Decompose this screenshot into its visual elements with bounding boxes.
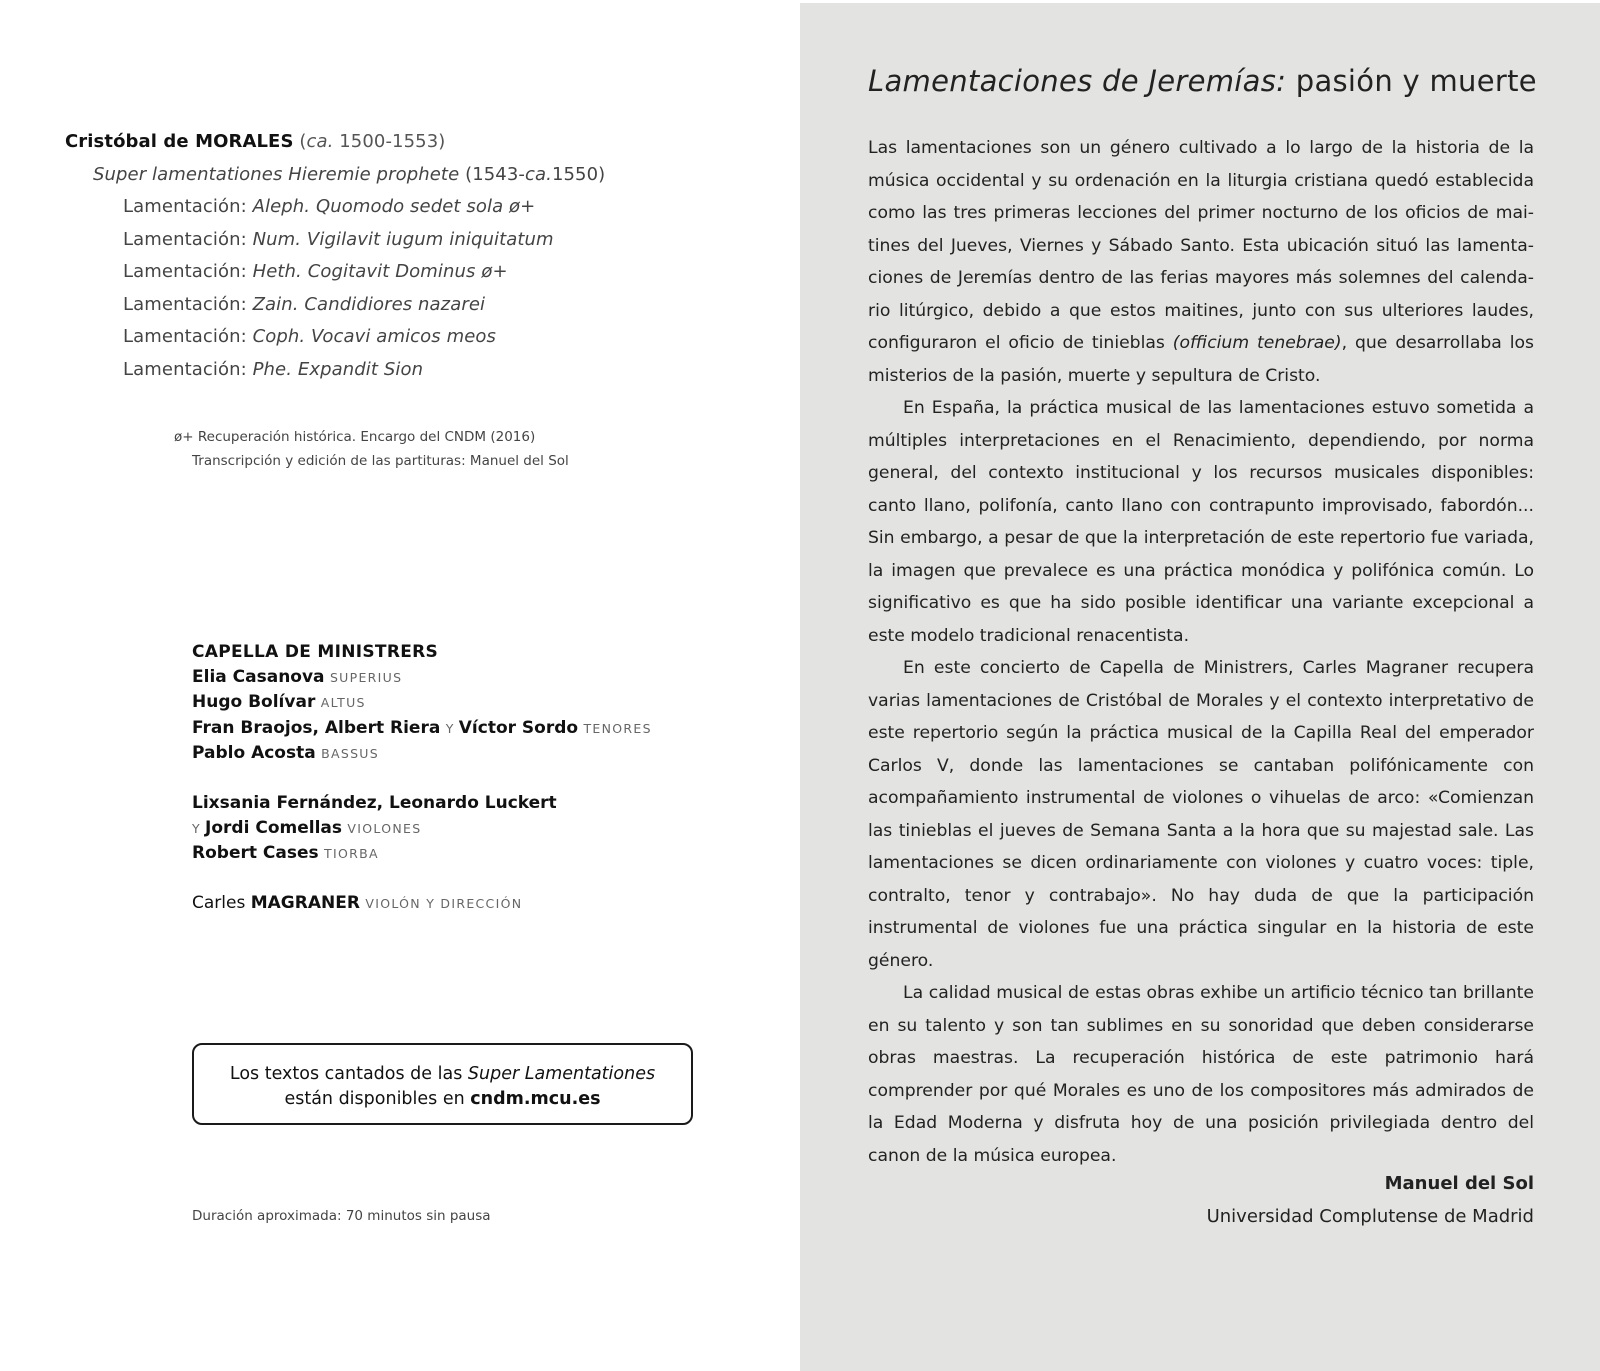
performer-line: Lixsania Fernández, Leonardo Luckert: [192, 793, 557, 813]
notice-line-1: Los textos cantados de las Super Lamentationes: [229, 1064, 656, 1084]
ensemble-credits: [192, 640, 652, 917]
author-affiliation: Universidad Complutense de Madrid: [1206, 1205, 1534, 1227]
program-list: [65, 126, 785, 386]
performer-line: Robert Cases TIORBA: [192, 843, 379, 863]
performer-line: Hugo Bolívar ALTUS: [192, 692, 366, 712]
essay-title: Lamentaciones de Jeremías: pasión y muerte: [868, 64, 1537, 98]
program-item: Lamentación: Phe. Expandit Sion: [123, 358, 424, 380]
essay-paragraph: La calidad musical de estas obras exhibe un artificio técnico tan brillante en su talento y son tan sublimes en su sonoridad que deben considerarse obras maestras. La recuperación histórica de este patrimonio hará comprender por qué Morales es uno de los compositores más admirados de la Edad Moderna y disfruta hoy de una posición privilegiada dentro del canon de la música europea.: [868, 983, 1534, 1166]
composer-dates: (ca. 1500-1553): [299, 131, 446, 152]
essay-paragraph: En este concierto de Capella de Ministrers, Carles Magraner recupera varias lamentaciones de Cristóbal de Morales y el contexto interpretativo de este repertorio según la práctica musical de la Capilla Real del emperador Carlos V, donde las lamentaciones se cantaban polifónicamente con acompañamiento instrumental de violones o vihuelas de arco: «Comienzan las tinieblas el jueves de Semana Santa a la hora que su majestad sale. Las lamentaciones se dicen ordinariamente con violones y cuatro voces: tiple, contralto, tenor y contrabajo». No hay duda de que la participación instrumental de violones fue una práctica singular en la historia de este género.: [868, 658, 1534, 971]
performer-line: Elia Casanova SUPERIUS: [192, 666, 403, 687]
essay-paragraph: Las lamentaciones son un género cultivado a lo largo de la historia de la música occidental y su ordenación en la liturgia cristiana quedó establecida como las tres primeras lecciones del primer nocturno de los oficios de maitines del Jueves, Viernes y Sábado Santo. Esta ubicación situó las lamentaciones de Jeremías dentro de las ferias mayores más solemnes del calendario litúrgico, debido a que estos maitines, junto con sus ulteriores laudes, configuraron el oficio de tinieblas (officium tenebrae), que desarrollaba los misterios de la pasión, muerte y sepultura de Cristo.: [868, 138, 1534, 386]
sung-texts-notice: [192, 1043, 693, 1125]
program-item: Lamentación: Zain. Candidiores nazarei: [123, 293, 486, 315]
note-recovery: ø+ Recuperación histórica. Encargo del CNDM (2016): [174, 429, 536, 445]
composer-name: Cristóbal de MORALES: [65, 131, 294, 152]
duration-note: Duración aproximada: 70 minutos sin pausa: [192, 1208, 491, 1224]
website-link[interactable]: cndm.mcu.es: [470, 1088, 601, 1109]
ensemble-title: CAPELLA DE MINISTRERS: [192, 642, 439, 662]
work-dates: (1543-ca.1550): [459, 163, 606, 185]
notice-line-2: están disponibles en cndm.mcu.es: [284, 1088, 601, 1109]
essay-body: [868, 132, 1534, 1172]
composer-line: [65, 126, 785, 159]
program-item: Lamentación: Coph. Vocavi amicos meos: [123, 326, 496, 347]
work-title-line: [65, 159, 785, 192]
note-transcription: Transcripción y edición de las partituras: Manuel del Sol: [192, 453, 569, 469]
performer-line: Pablo Acosta BASSUS: [192, 743, 379, 763]
essay-paragraph: En España, la práctica musical de las lamentaciones estuvo sometida a múltiples interpretaciones en el Renacimiento, dependiendo, por norma general, del contexto institucional y los recursos musicales disponibles: canto llano, polifonía, canto llano con contrapunto improvisado, fabordón... Sin embargo, a pesar de que la interpretación de este repertorio fue variada, la imagen que prevalece es una práctica monódica y polifónica común. Lo significativo es que ha sido posible identificar una variante excepcional a este modelo tradicional renacentista.: [868, 398, 1534, 646]
performer-line: Fran Braojos, Albert Riera Y Víctor Sordo TENORES: [192, 717, 652, 738]
author-name: Manuel del Sol: [1384, 1173, 1534, 1194]
work-title: Super lamentationes Hieremie prophete: [93, 163, 460, 185]
director-line: Carles MAGRANER VIOLÓN Y DIRECCIÓN: [192, 893, 523, 913]
essay-signature: [1207, 1168, 1534, 1233]
program-item: Lamentación: Heth. Cogitavit Dominus ø+: [123, 261, 508, 282]
program-item: Lamentación: Num. Vigilavit iugum iniquitatum: [123, 228, 554, 250]
program-notes: [174, 425, 569, 473]
performer-line: Y Jordi Comellas VIOLONES: [192, 817, 422, 838]
program-item: Lamentación: Aleph. Quomodo sedet sola ø+: [123, 196, 536, 217]
